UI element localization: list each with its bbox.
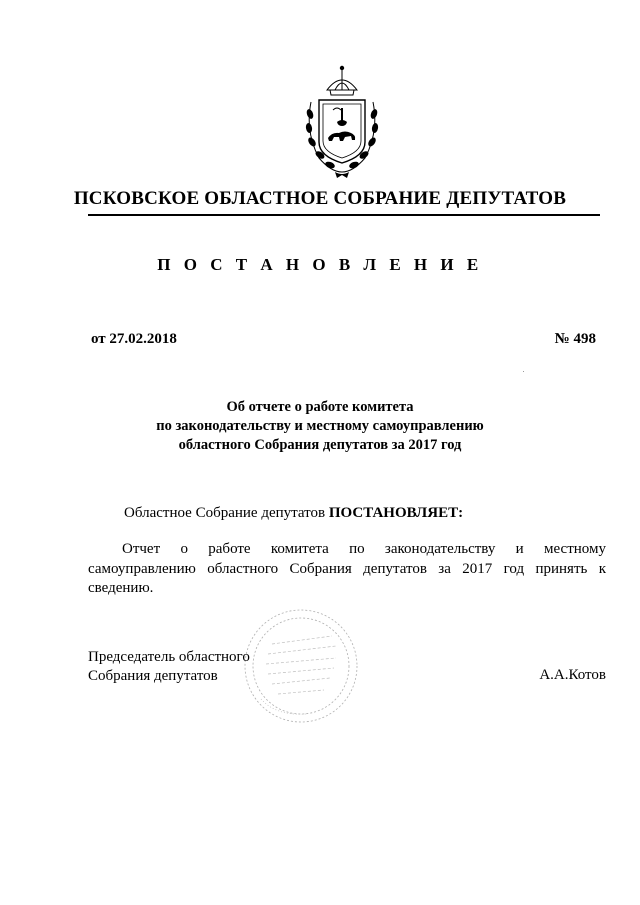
document-subject xyxy=(0,398,640,455)
signatory-role xyxy=(88,648,250,686)
signatory-role-line: Председатель областного xyxy=(88,649,250,665)
signatory-name: А.А.Котов xyxy=(539,667,606,683)
subject-line: областного Собрания депутатов за 2017 год xyxy=(178,437,462,453)
signatory-role-line: Собрания депутатов xyxy=(88,668,218,684)
body-line: самоуправлению областного Собрания депутатов за 2017 год принять к xyxy=(88,560,606,577)
resolve-keyword: ПОСТАНОВЛЯЕТ: xyxy=(328,505,464,521)
subject-line: Об отчете о работе комитета xyxy=(226,399,414,415)
resolve-statement xyxy=(124,505,463,522)
coat-of-arms-icon xyxy=(297,62,387,180)
document-type-heading: П О С Т А Н О В Л Е Н И Е xyxy=(157,255,483,274)
subject-line: по законодательству и местному самоуправлению xyxy=(156,418,484,434)
header-divider xyxy=(88,214,600,216)
body-line: Отчет о работе комитета по законодательству и местному xyxy=(122,541,606,557)
body-line: сведению. xyxy=(88,580,154,596)
resolve-prefix: Областное Собрание депутатов xyxy=(124,505,329,521)
organization-title: ПСКОВСКОЕ ОБЛАСТНОЕ СОБРАНИЕ ДЕПУТАТОВ xyxy=(73,188,567,209)
resolution-body xyxy=(88,540,606,599)
official-seal-stamp-icon xyxy=(236,604,366,728)
scan-speck xyxy=(523,371,524,372)
document-date: от 27.02.2018 xyxy=(91,331,177,347)
document-number: № 498 xyxy=(554,331,596,347)
